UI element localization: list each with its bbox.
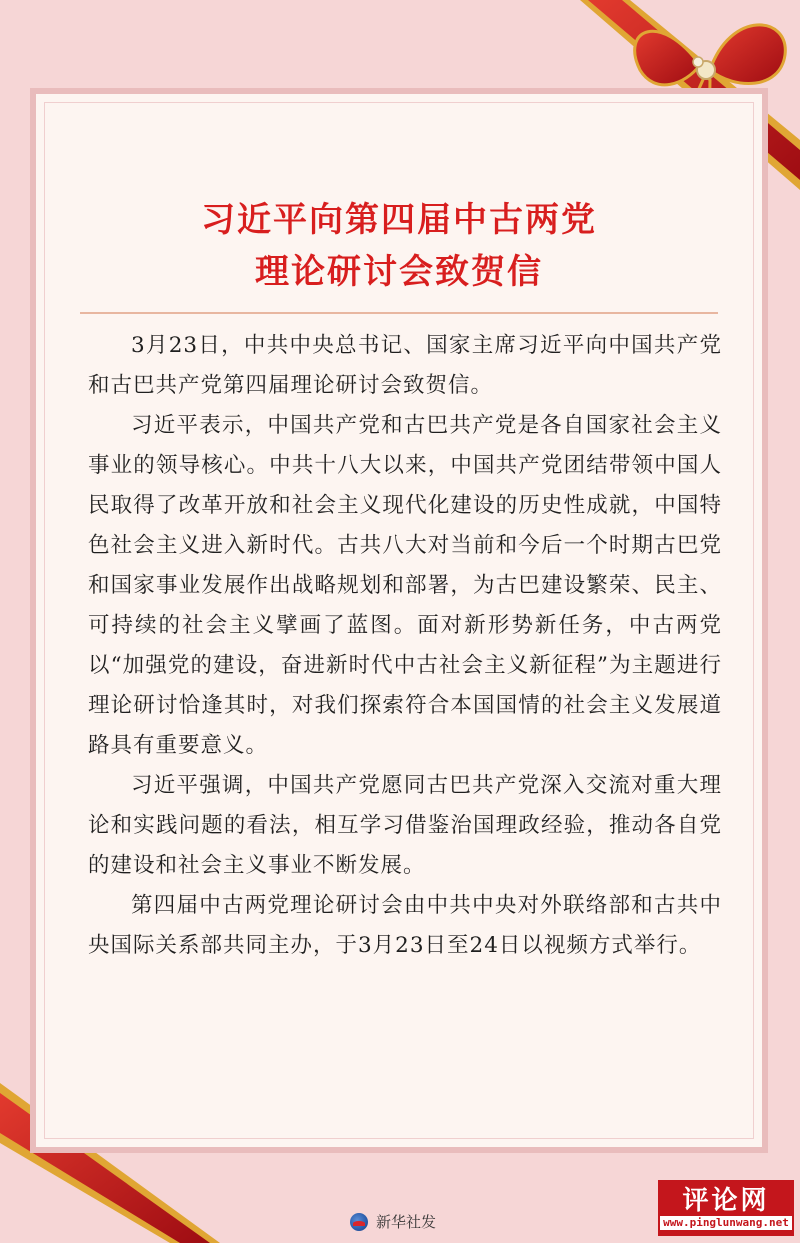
watermark-title: 评论网: [682, 1186, 770, 1216]
source-footer: [350, 1211, 436, 1232]
paragraph-2: 习近平表示，中国共产党和古巴共产党是各自国家社会主义事业的领导核心。中共十八大以来，中国共产党团结带领中国人民取得了改革开放和社会主义现代化建设的历史性成就，中国特色社会主义进入新时代。古共八大对当前和今后一个时期古巴党和国家事业发展作出战略规划和部署，为古巴建设繁荣、民主、可持续的社会主义擘画了蓝图。面对新形势新任务，中古两党以“加强党的建设，奋进新时代中古社会主义新征程”为主题进行理论研讨恰逢其时，对我们探索符合本国国情的社会主义发展道路具有重要意义。: [88, 413, 722, 758]
title-line-2: 理论研讨会致贺信: [255, 252, 543, 292]
page-title: [36, 194, 762, 298]
paragraph-3: 习近平强调，中国共产党愿同古巴共产党深入交流对重大理论和实践问题的看法，相互学习借鉴治国理政经验，推动各自党的建设和社会主义事业不断发展。: [88, 773, 722, 878]
paragraph-1: 3月23日，中共中央总书记、国家主席习近平向中国共产党和古巴共产党第四届理论研讨会致贺信。: [88, 333, 722, 398]
xinhua-logo-icon: [350, 1213, 368, 1231]
paragraph-4: 第四届中古两党理论研讨会由中共中央对外联络部和古共中央国际关系部共同主办，于3月23日至24日以视频方式举行。: [88, 893, 722, 958]
title-divider: [80, 312, 718, 314]
watermark-url: www.pinglunwang.net: [660, 1216, 792, 1230]
article-body: [88, 326, 722, 966]
title-line-1: 习近平向第四届中古两党: [201, 200, 597, 240]
source-label: 新华社发: [376, 1213, 437, 1231]
letter-card: [30, 88, 768, 1153]
site-watermark: [658, 1180, 794, 1236]
